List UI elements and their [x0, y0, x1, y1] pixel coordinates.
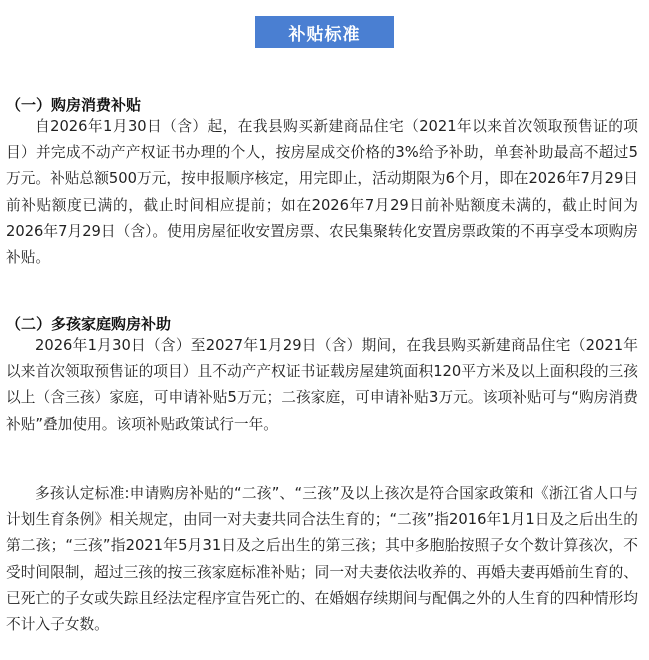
- section-heading-multi-child-subsidy: （二）多孩家庭购房补助: [6, 315, 172, 333]
- purchase-subsidy-paragraph: 自2026年1月30日（含）起，在我县购买新建商品住宅（2021年以来首次领取预售证的项目）并完成不动产产权证书办理的个人，按房屋成交价格的3%给予补助，单套补助最高不超过5万元。补贴总额500万元，按申报顺序核定，用完即止，活动期限为6个月，即在2026年7月29日前补贴额度已满的，截止时间相应提前；如在2026年7月29日前补贴额度未满的，截止时间为2026年7月29日（含）。使用房屋征收安置房票、农民集聚转化安置房票政策的不再享受本项购房补贴。: [6, 118, 638, 267]
- multi-child-subsidy-paragraph: 2026年1月30日（含）至2027年1月29日（含）期间，在我县购买新建商品住宅（2021年以来首次领取预售证的项目）且不动产产权证书证载房屋建筑面积120平方米及以上面积段的三孩以上（含三孩）家庭，可申请补贴5万元；二孩家庭，可申请补贴3万元。该项补贴可与“购房消费补贴”叠加使用。该项补贴政策试行一年。: [6, 337, 638, 433]
- multi-child-criteria-paragraph: 多孩认定标准:申请购房补贴的“二孩”、“三孩”及以上孩次是符合国家政策和《浙江省人口与计划生育条例》相关规定，由同一对夫妻共同合法生育的；“二孩”指2016年1月1日及之后出生的第二孩；“三孩”指2021年5月31日及之后出生的第三孩；其中多胞胎按照子女个数计算孩次，不受时间限制，超过三孩的按三孩家庭标准补贴；同一对夫妻依法收养的、再婚夫妻再婚前生育的、已死亡的子女或失踪且经法定程序宣告死亡的、在婚姻存续期间与配偶之外的人生育的四种情形均不计入子女数。: [6, 485, 638, 634]
- section-heading-purchase-subsidy: （一）购房消费补贴: [6, 96, 142, 114]
- page-title: 补贴标准: [255, 16, 394, 48]
